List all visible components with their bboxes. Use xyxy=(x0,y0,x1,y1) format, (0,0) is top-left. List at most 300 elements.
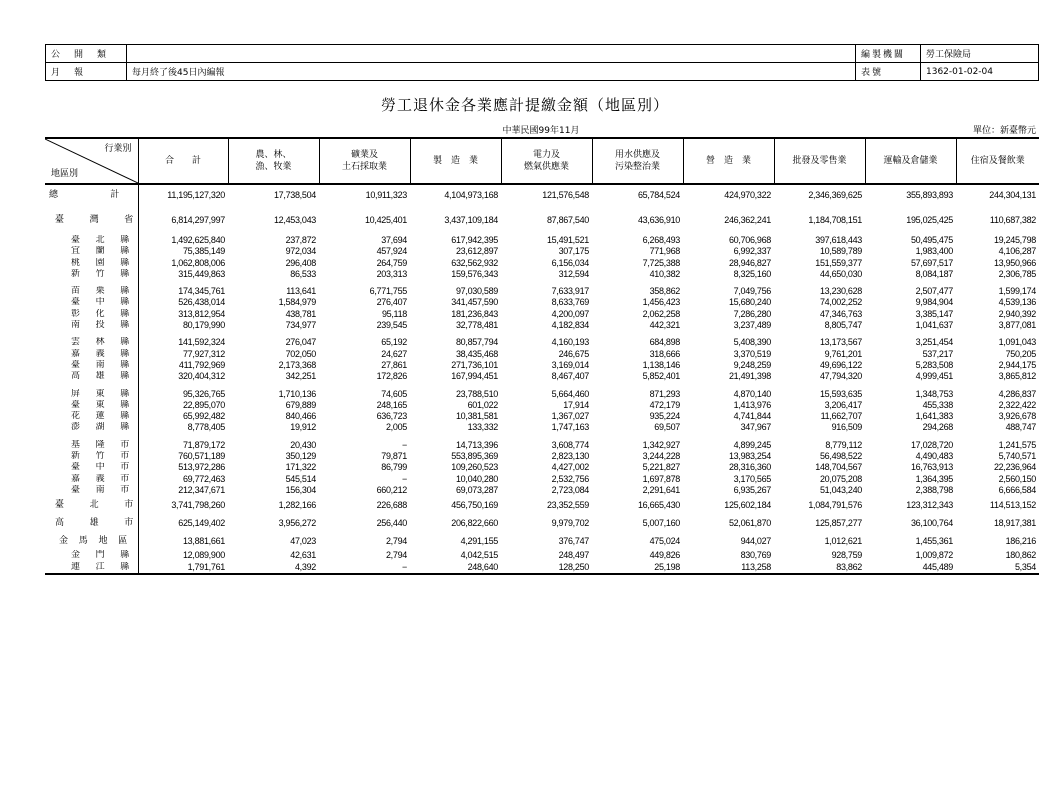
value-cell: 110,687,382 xyxy=(989,215,1036,225)
value-cell: 2,560,150 xyxy=(998,473,1036,484)
value-cell: 526,438,014 xyxy=(178,297,225,308)
value-cell: 350,129 xyxy=(285,451,316,462)
value-cell: 244,304,131 xyxy=(989,190,1036,200)
table-row xyxy=(45,532,1039,550)
value-cell: 972,034 xyxy=(285,246,316,257)
value-cell: 358,862 xyxy=(649,286,680,297)
value-cell: 123,312,343 xyxy=(906,500,953,511)
value-cell: 69,507 xyxy=(654,422,680,433)
report-period: 中華民國99年11月 xyxy=(502,126,580,136)
region-cell xyxy=(45,337,138,348)
value-cell: 71,879,172 xyxy=(182,439,225,450)
region-cell xyxy=(45,320,138,331)
table-row xyxy=(45,389,1039,400)
region-cell xyxy=(45,496,138,514)
value-cell: 3,170,565 xyxy=(733,473,771,484)
value-cell: 376,747 xyxy=(558,536,589,547)
value-cell: 17,914 xyxy=(563,399,589,410)
value-cell: 14,713,396 xyxy=(455,439,498,450)
value-cell: 47,023 xyxy=(290,536,316,547)
region-name: 臺南市 xyxy=(71,484,129,495)
meta-value: 勞工保險局 xyxy=(921,45,1039,63)
value-cell: 1,364,395 xyxy=(915,473,953,484)
region-name: 臺中市 xyxy=(71,462,129,473)
table-row xyxy=(45,440,1039,451)
value-cell: 28,946,827 xyxy=(728,257,771,268)
value-cell: 4,870,140 xyxy=(733,388,771,399)
value-cell: 2,346,369,625 xyxy=(808,190,862,200)
value-cell: 2,322,422 xyxy=(998,399,1036,410)
region-name: 高雄縣 xyxy=(71,371,129,382)
value-cell: 69,772,463 xyxy=(182,473,225,484)
value-cell: 171,322 xyxy=(285,462,316,473)
value-cell: 1,983,400 xyxy=(915,246,953,257)
value-cell: 6,666,584 xyxy=(998,484,1036,495)
column-header: 電力及 燃氣供應業 xyxy=(501,138,592,184)
value-cell: 246,362,241 xyxy=(724,215,771,225)
value-cell: 684,898 xyxy=(649,337,680,348)
value-cell: 226,688 xyxy=(376,500,407,511)
value-cell: 11,662,707 xyxy=(820,411,862,422)
region-name: 臺灣省 xyxy=(55,215,133,225)
region-name: 連江縣 xyxy=(71,561,129,572)
value-cell: 86,533 xyxy=(290,268,316,279)
value-cell: 271,736,101 xyxy=(451,359,498,370)
value-cell: 52,061,870 xyxy=(728,518,771,529)
value-cell: 56,498,522 xyxy=(819,451,862,462)
value-cell: 49,696,122 xyxy=(819,359,862,370)
value-cell: 75,385,149 xyxy=(182,246,225,257)
region-name: 新竹縣 xyxy=(71,268,129,279)
value-cell: 472,179 xyxy=(649,399,680,410)
region-name: 澎湖縣 xyxy=(71,422,129,433)
value-cell: 7,725,388 xyxy=(642,257,680,268)
table-row xyxy=(45,320,1039,331)
value-cell: 10,381,581 xyxy=(455,411,498,422)
value-cell: 276,047 xyxy=(285,337,316,348)
value-cell: 8,467,407 xyxy=(551,371,589,382)
value-cell: 87,867,540 xyxy=(546,215,589,225)
value-cell: 625,149,402 xyxy=(178,518,225,529)
region-name: 臺東縣 xyxy=(71,399,129,410)
value-cell: 6,814,297,997 xyxy=(171,215,225,225)
value-cell: 248,640 xyxy=(410,562,501,574)
value-cell: 2,173,368 xyxy=(278,359,316,370)
value-cell: 601,022 xyxy=(467,399,498,410)
region-cell xyxy=(45,514,138,532)
unit-label: 單位：新臺幣元 xyxy=(972,126,1036,136)
value-cell: 13,950,966 xyxy=(993,257,1036,268)
region-cell xyxy=(45,474,138,485)
value-cell: 2,723,084 xyxy=(551,484,589,495)
value-cell: 60,706,968 xyxy=(728,235,771,245)
value-cell: 6,935,267 xyxy=(733,484,771,495)
region-name: 高雄市 xyxy=(55,518,133,529)
meta-row xyxy=(856,45,1039,63)
meta-key: 表號 xyxy=(856,63,921,81)
value-cell: 734,977 xyxy=(285,320,316,331)
value-cell: 4,286,837 xyxy=(998,388,1036,399)
table-row xyxy=(45,286,1039,297)
table-row xyxy=(45,411,1039,422)
value-cell: 3,608,774 xyxy=(551,439,589,450)
value-cell: 312,594 xyxy=(558,268,589,279)
value-cell: 4,042,515 xyxy=(460,550,498,561)
value-cell: 5,283,508 xyxy=(915,359,953,370)
corner-header xyxy=(45,138,138,184)
region-cell xyxy=(45,532,138,550)
value-cell: 455,338 xyxy=(922,399,953,410)
value-cell: 125,602,184 xyxy=(724,500,771,511)
value-cell: 44,650,030 xyxy=(819,268,862,279)
value-cell: 12,089,900 xyxy=(182,550,225,561)
table-row xyxy=(45,184,1039,205)
value-cell: 8,633,769 xyxy=(551,297,589,308)
value-cell: 9,761,201 xyxy=(824,348,862,359)
column-header: 批發及零售業 xyxy=(774,138,865,184)
table-row xyxy=(45,211,1039,229)
column-header: 製 造 業 xyxy=(410,138,501,184)
value-cell: 19,245,798 xyxy=(993,235,1036,245)
value-cell: 702,050 xyxy=(285,348,316,359)
region-cell xyxy=(45,462,138,473)
table-row xyxy=(45,422,1039,433)
region-cell xyxy=(45,360,138,371)
meta-row xyxy=(856,63,1039,81)
meta-value: 1362-01-02-04 xyxy=(921,63,1039,81)
value-cell: 4,899,245 xyxy=(733,439,771,450)
value-cell: 13,881,661 xyxy=(182,536,225,547)
value-cell: 69,073,287 xyxy=(455,484,498,495)
value-cell: 315,449,863 xyxy=(178,268,225,279)
region-name: 南投縣 xyxy=(71,320,129,331)
value-cell: 1,584,979 xyxy=(278,297,316,308)
value-cell: 935,224 xyxy=(649,411,680,422)
value-cell: 195,025,425 xyxy=(906,215,953,225)
value-cell: 4,291,155 xyxy=(460,536,498,547)
value-cell: 248,497 xyxy=(558,550,589,561)
value-cell: 2,823,130 xyxy=(551,451,589,462)
value-cell: 1,009,872 xyxy=(915,550,953,561)
region-name: 基隆市 xyxy=(71,439,129,450)
value-cell: 916,509 xyxy=(831,422,862,433)
value-cell: 4,104,973,168 xyxy=(444,190,498,200)
value-cell: 4,427,002 xyxy=(551,462,589,473)
value-cell: 43,636,910 xyxy=(637,215,680,225)
value-cell: 113,258 xyxy=(683,562,774,574)
value-cell: 203,313 xyxy=(376,268,407,279)
table-row xyxy=(45,451,1039,462)
region-name: 金馬地區 xyxy=(59,536,127,547)
value-cell: 944,027 xyxy=(740,536,771,547)
value-cell: 95,118 xyxy=(381,308,407,319)
header-row xyxy=(45,138,1039,184)
region-name: 苗栗縣 xyxy=(71,286,129,297)
value-cell: 276,407 xyxy=(376,297,407,308)
value-cell: 8,325,160 xyxy=(733,268,771,279)
value-cell: 8,084,187 xyxy=(915,268,953,279)
value-cell: 2,062,258 xyxy=(642,308,680,319)
value-cell: 109,260,523 xyxy=(451,462,498,473)
value-cell: 7,286,280 xyxy=(733,308,771,319)
value-cell: 13,173,567 xyxy=(819,337,862,348)
table-row xyxy=(45,360,1039,371)
value-cell: 1,062,808,006 xyxy=(171,257,225,268)
region-cell xyxy=(45,184,138,205)
value-cell: 1,282,166 xyxy=(278,500,316,511)
value-cell: 445,489 xyxy=(865,562,956,574)
value-cell: 424,970,322 xyxy=(724,190,771,200)
value-cell: 74,002,252 xyxy=(819,297,862,308)
region-name: 宜蘭縣 xyxy=(71,246,129,257)
table-row xyxy=(45,514,1039,532)
value-cell: 22,236,964 xyxy=(993,462,1036,473)
value-cell: 456,750,169 xyxy=(451,500,498,511)
value-cell: 660,212 xyxy=(376,484,407,495)
region-name: 嘉義縣 xyxy=(71,348,129,359)
value-cell: − xyxy=(402,439,407,450)
value-cell: 10,911,323 xyxy=(365,190,407,200)
region-cell xyxy=(45,309,138,320)
value-cell: 15,680,240 xyxy=(728,297,771,308)
value-cell: 1,012,621 xyxy=(824,536,862,547)
value-cell: 180,862 xyxy=(1005,550,1036,561)
value-cell: 553,895,369 xyxy=(451,451,498,462)
table-row xyxy=(45,269,1039,280)
region-name: 新竹市 xyxy=(71,451,129,462)
value-cell: 5,007,160 xyxy=(642,518,680,529)
value-cell: 6,268,493 xyxy=(642,235,680,245)
value-cell: 2,794 xyxy=(385,536,407,547)
value-cell: 27,861 xyxy=(381,359,407,370)
table-row xyxy=(45,496,1039,514)
value-cell: 341,457,590 xyxy=(451,297,498,308)
column-header: 合 計 xyxy=(138,138,228,184)
region-name: 臺北縣 xyxy=(71,235,129,245)
value-cell: 212,347,671 xyxy=(178,484,225,495)
value-cell: 95,326,765 xyxy=(182,388,225,399)
region-name: 臺中縣 xyxy=(71,297,129,308)
meta-key: 公開類 xyxy=(46,45,127,63)
table-row xyxy=(45,297,1039,308)
region-name: 金門縣 xyxy=(71,550,129,561)
value-cell: 3,385,147 xyxy=(915,308,953,319)
value-cell: 1,138,146 xyxy=(642,359,680,370)
value-cell: 7,049,756 xyxy=(733,286,771,297)
table-row xyxy=(45,550,1039,561)
value-cell: 1,747,163 xyxy=(551,422,589,433)
value-cell: 181,236,843 xyxy=(451,308,498,319)
value-cell: 7,633,917 xyxy=(551,286,589,297)
value-cell: 256,440 xyxy=(376,518,407,529)
value-cell: 20,430 xyxy=(290,439,316,450)
value-cell: 16,763,913 xyxy=(910,462,953,473)
value-cell: 1,456,423 xyxy=(642,297,680,308)
value-cell: 5,408,390 xyxy=(733,337,771,348)
value-cell: 4,490,483 xyxy=(915,451,953,462)
meta-row xyxy=(46,45,858,63)
table-row xyxy=(45,562,1039,574)
value-cell: 10,040,280 xyxy=(455,473,498,484)
region-cell xyxy=(45,400,138,411)
region-cell xyxy=(45,235,138,246)
value-cell: 4,539,136 xyxy=(998,297,1036,308)
value-cell: 3,237,489 xyxy=(733,320,771,331)
value-cell: 18,917,381 xyxy=(993,518,1036,529)
value-cell: 23,788,510 xyxy=(455,388,498,399)
value-cell: 79,871 xyxy=(381,451,407,462)
value-cell: − xyxy=(319,562,410,574)
value-cell: 1,697,878 xyxy=(642,473,680,484)
value-cell: 760,571,189 xyxy=(178,451,225,462)
value-cell: 264,759 xyxy=(376,257,407,268)
value-cell: 174,345,761 xyxy=(178,286,225,297)
table-row xyxy=(45,485,1039,496)
column-header: 運輸及倉儲業 xyxy=(865,138,956,184)
value-cell: 3,877,081 xyxy=(998,320,1036,331)
value-cell: 2,388,798 xyxy=(915,484,953,495)
value-cell: 1,599,174 xyxy=(998,286,1036,297)
region-name: 花蓮縣 xyxy=(71,411,129,422)
column-header: 住宿及餐飲業 xyxy=(956,138,1039,184)
value-cell: 488,747 xyxy=(1005,422,1036,433)
region-cell xyxy=(45,451,138,462)
table-row xyxy=(45,474,1039,485)
region-cell xyxy=(45,422,138,433)
value-cell: 10,425,401 xyxy=(364,215,407,225)
value-cell: 22,895,070 xyxy=(182,399,225,410)
value-cell: 32,778,481 xyxy=(455,320,498,331)
value-cell: 1,791,761 xyxy=(138,562,228,574)
table-row xyxy=(45,349,1039,360)
value-cell: 5,664,460 xyxy=(551,388,589,399)
value-cell: 17,738,504 xyxy=(273,190,316,200)
value-cell: 141,592,324 xyxy=(178,337,225,348)
value-cell: 8,778,405 xyxy=(187,422,225,433)
value-cell: 15,491,521 xyxy=(546,235,589,245)
industry-label: 行業別 xyxy=(104,144,132,154)
value-cell: 410,382 xyxy=(649,268,680,279)
value-cell: 1,710,136 xyxy=(278,388,316,399)
value-cell: 167,994,451 xyxy=(451,371,498,382)
value-cell: 37,694 xyxy=(381,235,407,245)
value-cell: 186,216 xyxy=(1005,536,1036,547)
value-cell: 4,182,834 xyxy=(551,320,589,331)
region-name: 臺北市 xyxy=(55,500,133,511)
value-cell: 355,893,893 xyxy=(906,190,953,200)
value-cell: 4,106,287 xyxy=(998,246,1036,257)
value-cell: 80,857,794 xyxy=(455,337,498,348)
value-cell: 871,293 xyxy=(649,388,680,399)
value-cell: 2,940,392 xyxy=(998,308,1036,319)
value-cell: 438,781 xyxy=(285,308,316,319)
value-cell: 3,741,798,260 xyxy=(171,500,225,511)
region-name: 臺南縣 xyxy=(71,359,129,370)
value-cell: 113,641 xyxy=(286,286,316,297)
value-cell: 750,205 xyxy=(1005,348,1036,359)
value-cell: 347,967 xyxy=(740,422,771,433)
value-cell: 12,453,043 xyxy=(273,215,316,225)
value-cell: 248,165 xyxy=(376,399,407,410)
value-cell: 159,576,343 xyxy=(451,268,498,279)
value-cell: 3,244,228 xyxy=(642,451,680,462)
value-cell: 3,865,812 xyxy=(998,371,1036,382)
value-cell: 1,348,753 xyxy=(915,388,953,399)
value-cell: 23,612,897 xyxy=(455,246,498,257)
table-row xyxy=(45,246,1039,257)
column-header: 礦業及 土石採取業 xyxy=(319,138,410,184)
meta-value xyxy=(127,45,858,63)
value-cell: 1,041,637 xyxy=(915,320,953,331)
value-cell: 3,169,014 xyxy=(551,359,589,370)
value-cell: 442,321 xyxy=(649,320,680,331)
value-cell: 65,192 xyxy=(381,337,407,348)
value-cell: 1,492,625,840 xyxy=(171,235,225,245)
value-cell: 1,184,708,151 xyxy=(808,215,862,225)
value-cell: 11,195,127,320 xyxy=(167,190,225,200)
table-row xyxy=(45,309,1039,320)
meta-key: 編製機關 xyxy=(856,45,921,63)
region-cell xyxy=(45,389,138,400)
value-cell: 449,826 xyxy=(649,550,680,561)
value-cell: 16,665,430 xyxy=(637,500,680,511)
value-cell: 28,316,360 xyxy=(728,462,771,473)
value-cell: 928,759 xyxy=(831,550,862,561)
region-label: 地區別 xyxy=(51,169,79,179)
value-cell: 2,507,477 xyxy=(915,286,953,297)
value-cell: 307,175 xyxy=(558,246,589,257)
table-row xyxy=(45,462,1039,473)
value-cell: 545,514 xyxy=(285,473,316,484)
meta-value: 每月終了後45日內編報 xyxy=(127,63,858,81)
value-cell: 1,091,043 xyxy=(998,337,1036,348)
value-cell: 9,248,259 xyxy=(733,359,771,370)
table-row xyxy=(45,371,1039,382)
value-cell: 5,852,401 xyxy=(642,371,680,382)
value-cell: 8,805,747 xyxy=(824,320,862,331)
value-cell: 97,030,589 xyxy=(455,286,498,297)
value-cell: 24,627 xyxy=(381,348,407,359)
value-cell: 151,559,377 xyxy=(815,257,862,268)
value-cell: 3,926,678 xyxy=(998,411,1036,422)
meta-left-box xyxy=(45,44,857,81)
value-cell: 2,532,756 xyxy=(551,473,589,484)
meta-right-box xyxy=(855,44,1039,81)
region-cell xyxy=(45,371,138,382)
value-cell: 3,206,417 xyxy=(824,399,862,410)
value-cell: 2,794 xyxy=(385,550,407,561)
value-cell: 6,156,034 xyxy=(551,257,589,268)
value-cell: 679,889 xyxy=(285,399,316,410)
value-cell: 114,513,152 xyxy=(989,500,1036,511)
meta-key: 月報 xyxy=(46,63,127,81)
value-cell: 25,198 xyxy=(592,562,683,574)
value-cell: 4,741,844 xyxy=(733,411,771,422)
value-cell: 246,675 xyxy=(558,348,589,359)
data-table xyxy=(45,137,1039,575)
region-name: 嘉義市 xyxy=(71,473,129,484)
value-cell: 148,704,567 xyxy=(815,462,862,473)
value-cell: 17,028,720 xyxy=(910,439,953,450)
region-name: 總計 xyxy=(49,190,119,200)
value-cell: 1,455,361 xyxy=(915,536,953,547)
region-cell xyxy=(45,269,138,280)
value-cell: 771,968 xyxy=(649,246,680,257)
value-cell: 1,367,027 xyxy=(551,411,589,422)
region-cell xyxy=(45,211,138,229)
region-cell xyxy=(45,485,138,496)
value-cell: 5,354 xyxy=(956,562,1039,574)
